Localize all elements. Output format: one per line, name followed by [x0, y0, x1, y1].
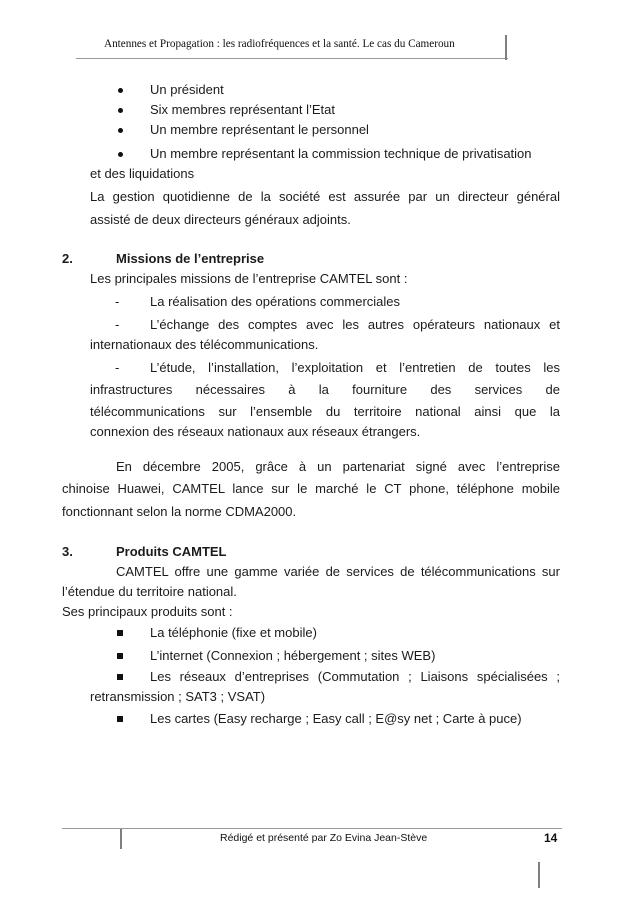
list-item-continuation: et des liquidations — [90, 166, 195, 181]
section-number: 2. — [62, 251, 73, 266]
list-item: Un membre représentant la commission technique de privatisation — [150, 146, 532, 161]
dash-marker: - — [115, 360, 120, 375]
list-item: L’étude, l’installation, l’exploitation et l’entretien de toutes les — [150, 360, 560, 375]
list-item: Un membre représentant le personnel — [150, 122, 369, 137]
paragraph-line: La gestion quotidienne de la société est assurée par un directeur général — [90, 189, 560, 204]
header-bar — [505, 35, 507, 60]
list-item: Les cartes (Easy recharge ; Easy call ; E@sy net ; Carte à puce) — [150, 711, 522, 726]
list-item-continuation: internationaux des télécommunications. — [90, 337, 319, 352]
section-title: Missions de l’entreprise — [116, 251, 265, 266]
paragraph-line: l’étendue du territoire national. — [62, 584, 237, 599]
section-title: Produits CAMTEL — [116, 544, 227, 559]
list-item: La téléphonie (fixe et mobile) — [150, 625, 317, 640]
bullet-dot-icon — [118, 108, 123, 113]
paragraph-line: fonctionnant selon la norme CDMA2000. — [62, 504, 297, 519]
list-item: Les réseaux d’entreprises (Commutation ; Liaisons spécialisées ; — [150, 669, 560, 684]
list-item: Six membres représentant l’Etat — [150, 102, 335, 117]
list-item: L’échange des comptes avec les autres opérateurs nationaux et — [150, 317, 560, 332]
footer-bar-bottom — [538, 862, 540, 888]
paragraph-line: chinoise Huawei, CAMTEL lance sur le marché le CT phone, téléphone mobile — [62, 481, 560, 496]
paragraph-line: CAMTEL offre une gamme variée de services de télécommunications sur — [116, 564, 560, 579]
paragraph-line: En décembre 2005, grâce à un partenariat signé avec l’entreprise — [116, 459, 560, 474]
footer-bar — [120, 829, 122, 849]
header-rule — [76, 58, 508, 59]
footer-rule — [62, 828, 562, 829]
square-bullet-icon — [117, 674, 123, 680]
dash-marker: - — [115, 294, 120, 309]
list-item-continuation: télécommunications sur l’ensemble du territoire national ainsi que la — [90, 404, 560, 419]
bullet-dot-icon — [118, 128, 123, 133]
square-bullet-icon — [117, 716, 123, 722]
bullet-dot-icon — [118, 88, 123, 93]
dash-marker: - — [115, 317, 120, 332]
list-item: Un président — [150, 82, 224, 97]
bullet-dot-icon — [118, 152, 123, 157]
square-bullet-icon — [117, 653, 123, 659]
list-item-continuation: infrastructures nécessaires à la fourniture des services de — [90, 382, 560, 397]
list-item: La réalisation des opérations commerciales — [150, 294, 401, 309]
paragraph-line: Ses principaux produits sont : — [62, 604, 233, 619]
page-number: 14 — [544, 831, 558, 845]
section-intro: Les principales missions de l’entreprise CAMTEL sont : — [90, 271, 408, 286]
list-item-continuation: retransmission ; SAT3 ; VSAT) — [90, 689, 266, 704]
list-item-continuation: connexion des réseaux nationaux aux réseaux étrangers. — [90, 424, 421, 439]
header-title: Antennes et Propagation : les radiofréquences et la santé. Le cas du Cameroun — [104, 38, 455, 50]
footer-author: Rédigé et présenté par Zo Evina Jean-Stève — [220, 832, 428, 844]
square-bullet-icon — [117, 630, 123, 636]
section-number: 3. — [62, 544, 73, 559]
list-item: L’internet (Connexion ; hébergement ; sites WEB) — [150, 648, 436, 663]
paragraph-line: assisté de deux directeurs généraux adjoints. — [90, 212, 351, 227]
